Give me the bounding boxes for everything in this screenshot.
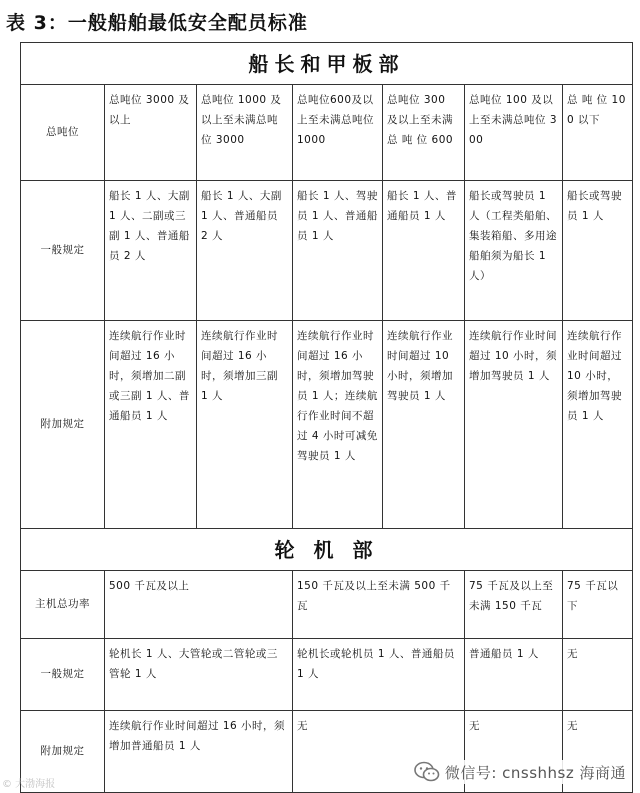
table-cell: 连续航行作业时间超过 16 小时，须增加普通船员 1 人 — [105, 711, 293, 793]
row-label: 附加规定 — [21, 711, 105, 793]
table-cell: 总 吨 位 100 以下 — [563, 85, 633, 181]
table-cell: 船长 1 人、大副 1 人、普通船员 2 人 — [197, 181, 293, 321]
table-cell: 总吨位600及以上至未满总吨位 1000 — [293, 85, 383, 181]
table-cell: 150 千瓦及以上至未满 500 千瓦 — [293, 571, 465, 639]
table-cell: 连续航行作业时间超过 16 小时，须增加二副或三副 1 人、普通船员 1 人 — [105, 321, 197, 529]
table-row — [21, 85, 633, 181]
table-cell: 轮机长 1 人、大管轮或二管轮或三管轮 1 人 — [105, 639, 293, 711]
table-row — [21, 571, 633, 639]
table-cell: 无 — [563, 639, 633, 711]
table-cell: 普通船员 1 人 — [465, 639, 563, 711]
table-row — [21, 181, 633, 321]
table-cell: 连续航行作业时间超过 16 小时，须增加三副 1 人 — [197, 321, 293, 529]
table-cell: 75 千瓦以下 — [563, 571, 633, 639]
row-label: 总吨位 — [21, 85, 105, 181]
wechat-icon — [414, 761, 440, 783]
table-cell: 无 — [563, 711, 633, 793]
watermark-text: 微信号: cnsshhsz 海商通 — [444, 763, 626, 782]
table-cell: 无 — [465, 711, 563, 793]
crew-standard-table — [20, 42, 633, 793]
table-cell: 总吨位 1000 及以上至未满总吨位 3000 — [197, 85, 293, 181]
table-cell: 总吨位 3000 及以上 — [105, 85, 197, 181]
table-cell: 轮机长或轮机员 1 人、普通船员 1 人 — [293, 639, 465, 711]
table-cell: 连续航行作业时间超过 10 小时，须增加驾驶员 1 人 — [563, 321, 633, 529]
table-cell: 总吨位 100 及以上至未满总吨位 300 — [465, 85, 563, 181]
table-cell: 船长 1 人、驾驶员 1 人、普通船员 1 人 — [293, 181, 383, 321]
table-cell: 船长或驾驶员 1 人（工程类船舶、集装箱船、多用途船舶须为船长 1 人） — [465, 181, 563, 321]
watermark-left: © 大渤海报 — [2, 779, 56, 790]
deck-section-heading: 船长和甲板部 — [21, 43, 633, 85]
wechat-watermark — [412, 760, 628, 784]
row-label: 一般规定 — [21, 181, 105, 321]
table-row — [21, 639, 633, 711]
table-cell: 连续航行作业时间超过 16 小时，须增加驾驶员 1 人；连续航行作业时间不超过 4 小时可减免驾驶员 1 人 — [293, 321, 383, 529]
row-label: 附加规定 — [21, 321, 105, 529]
row-label: 主机总功率 — [21, 571, 105, 639]
table-cell: 船长或驾驶员 1 人 — [563, 181, 633, 321]
table-cell: 75 千瓦及以上至未满 150 千瓦 — [465, 571, 563, 639]
table-row — [21, 321, 633, 529]
table-cell: 连续航行作业时间超过 10 小时，须增加驾驶员 1 人 — [383, 321, 465, 529]
table-cell: 船长 1 人、大副 1 人、二副或三副 1 人、普通船员 2 人 — [105, 181, 197, 321]
table-cell: 连续航行作业时间超过 10 小时，须增加驾驶员 1 人 — [465, 321, 563, 529]
table-cell: 无 — [293, 711, 465, 793]
table-cell: 船长 1 人、普通船员 1 人 — [383, 181, 465, 321]
page-title: 表 3：一般船舶最低安全配员标准 — [6, 12, 308, 34]
engine-section-heading: 轮 机 部 — [21, 529, 633, 571]
table-cell: 500 千瓦及以上 — [105, 571, 293, 639]
row-label: 一般规定 — [21, 639, 105, 711]
table-cell: 总吨位 300 及以上至未满 总 吨 位 600 — [383, 85, 465, 181]
